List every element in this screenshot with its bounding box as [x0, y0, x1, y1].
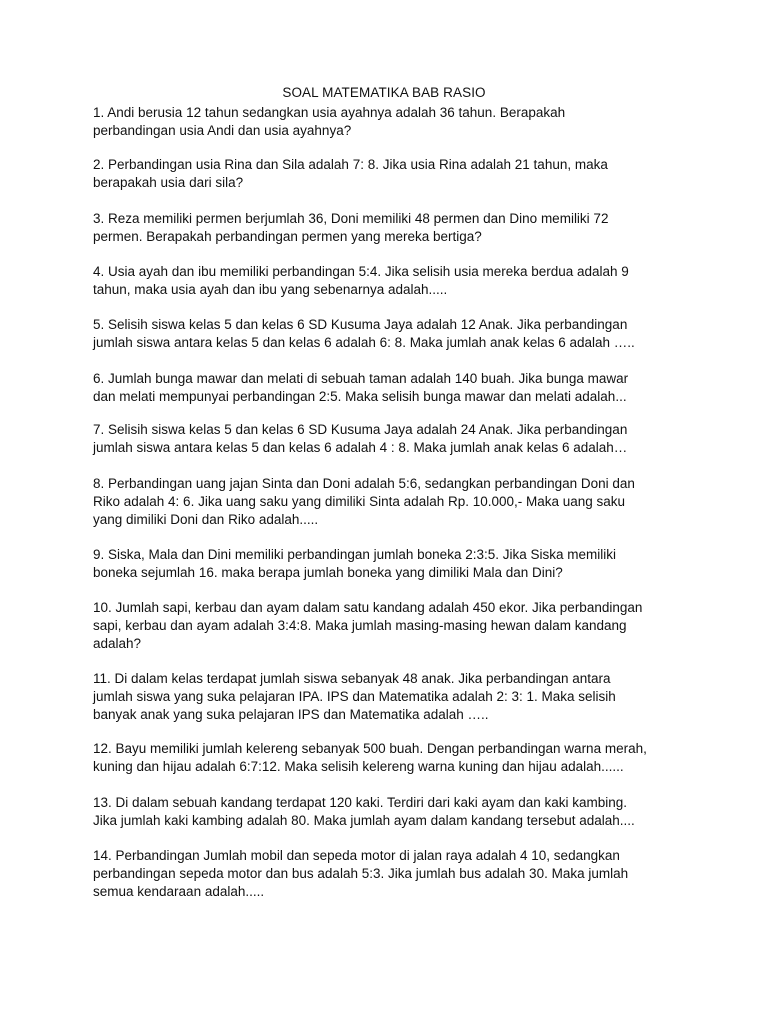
question-6: 6. Jumlah bunga mawar dan melati di sebuah taman adalah 140 buah. Jika bunga mawar dan melati mempunyai perbandingan 2:5. Maka selisih bunga mawar dan melati adalah...	[93, 371, 629, 404]
question-3: 3. Reza memiliki permen berjumlah 36, Doni memiliki 48 permen dan Dino memiliki 72 permen. Berapakah perbandingan permen yang mereka bertiga?	[93, 211, 609, 244]
question-8: 8. Perbandingan uang jajan Sinta dan Doni adalah 5:6, sedangkan perbandingan Doni dan Riko adalah 4: 6. Jika uang saku yang dimiliki Sinta adalah Rp. 10.000,- Maka uang saku yang dimiliki Doni dan Riko adalah.....	[93, 476, 635, 527]
question-13: 13. Di dalam sebuah kandang terdapat 120 kaki. Terdiri dari kaki ayam dan kaki kambing. Jika jumlah kaki kambing adalah 80. Maka jumlah ayam dalam kandang tersebut adalah....	[93, 795, 635, 828]
question-5: 5. Selisih siswa kelas 5 dan kelas 6 SD Kusuma Jaya adalah 12 Anak. Jika perbandingan jumlah siswa antara kelas 5 dan kelas 6 adalah 6: 8. Maka jumlah anak kelas 6 adalah …..	[93, 317, 635, 350]
question-1: 1. Andi berusia 12 tahun sedangkan usia ayahnya adalah 36 tahun. Berapakah perbandingan usia Andi dan usia ayahnya?	[93, 105, 566, 138]
question-10: 10. Jumlah sapi, kerbau dan ayam dalam satu kandang adalah 450 ekor. Jika perbandingan sapi, kerbau dan ayam adalah 3:4:8. Maka jumlah masing-masing hewan dalam kandang adalah?	[93, 600, 643, 651]
page-title: SOAL MATEMATIKA BAB RASIO	[282, 85, 486, 100]
question-4: 4. Usia ayah dan ibu memiliki perbandingan 5:4. Jika selisih usia mereka berdua adalah 9 tahun, maka usia ayah dan ibu yang sebenarnya adalah.....	[93, 264, 629, 297]
question-9: 9. Siska, Mala dan Dini memiliki perbandingan jumlah boneka 2:3:5. Jika Siska memiliki boneka sejumlah 16. maka berapa jumlah boneka yang dimiliki Mala dan Dini?	[93, 547, 616, 580]
question-14: 14. Perbandingan Jumlah mobil dan sepeda motor di jalan raya adalah 4 10, sedangkan perbandingan sepeda motor dan bus adalah 5:3. Jika jumlah bus adalah 30. Maka jumlah semua kendaraan adalah.....	[93, 848, 629, 899]
question-12: 12. Bayu memiliki jumlah kelereng sebanyak 500 buah. Dengan perbandingan warna merah, kuning dan hijau adalah 6:7:12. Maka selisih kelereng warna kuning dan hijau adalah......	[93, 741, 647, 774]
question-7: 7. Selisih siswa kelas 5 dan kelas 6 SD Kusuma Jaya adalah 24 Anak. Jika perbandingan jumlah siswa antara kelas 5 dan kelas 6 adalah 4 : 8. Maka jumlah anak kelas 6 adalah…	[93, 422, 628, 455]
question-11: 11. Di dalam kelas terdapat jumlah siswa sebanyak 48 anak. Jika perbandingan antara jumlah siswa yang suka pelajaran IPA. IPS dan Matematika adalah 2: 3: 1. Maka selisih banyak anak yang suka pelajaran IPS dan Matematika adalah …..	[93, 671, 616, 722]
question-2: 2. Perbandingan usia Rina dan Sila adalah 7: 8. Jika usia Rina adalah 21 tahun, maka berapakah usia dari sila?	[93, 157, 608, 190]
